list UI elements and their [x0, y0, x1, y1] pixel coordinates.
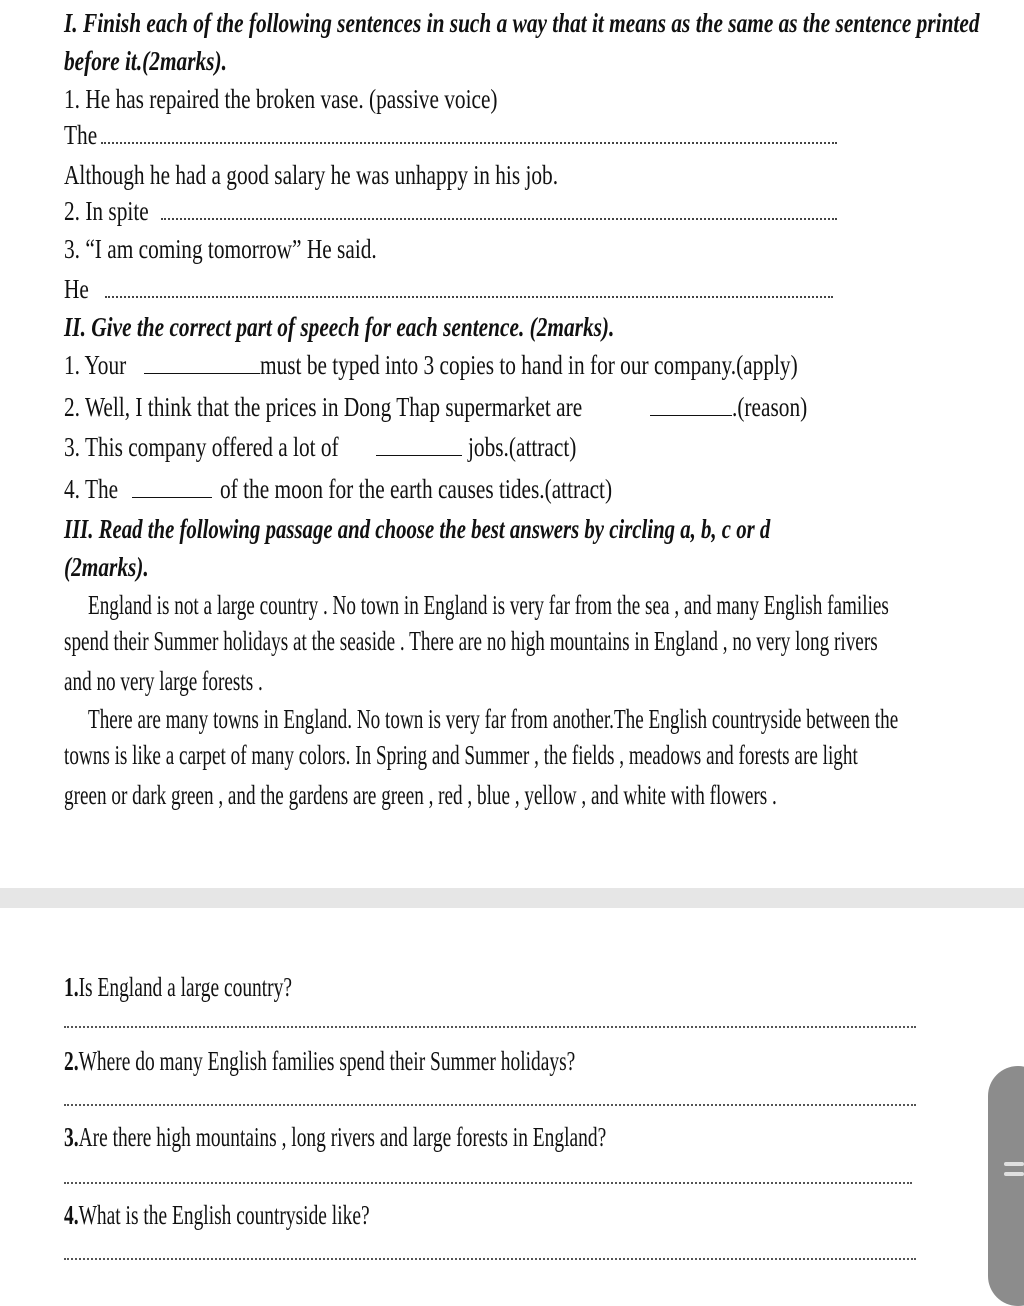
section2-question-3 — [64, 430, 605, 464]
section1-heading-line2: before it.(2marks). — [64, 46, 227, 76]
question-4-text: What is the English countryside like? — [78, 1200, 370, 1230]
answer-1-start: The — [64, 120, 98, 150]
scrollbar-thumb[interactable] — [988, 1066, 1024, 1306]
section1-answer-3[interactable] — [64, 272, 833, 306]
answer-3-start: He — [64, 274, 89, 304]
s2q1-after: must be typed into 3 copies to hand in for our company.(apply) — [260, 350, 798, 380]
question-3-number: 3. — [64, 1122, 79, 1152]
answer-2-dotted-line[interactable] — [161, 212, 837, 220]
question-1 — [64, 970, 381, 1004]
answer-1-dotted-line[interactable] — [101, 136, 837, 144]
section1-question-1: 1. He has repaired the broken vase. (passive voice) — [64, 84, 498, 114]
section1-answer-2[interactable] — [64, 194, 837, 228]
section2-question-2 — [64, 390, 827, 424]
s2q1-blank[interactable] — [144, 351, 260, 374]
answer-line-3[interactable] — [64, 1182, 912, 1184]
question-4-number: 4. — [64, 1200, 79, 1230]
answer-line-4[interactable] — [64, 1258, 916, 1260]
s2q3-blank[interactable] — [376, 433, 462, 456]
passage-p1-line2: spend their Summer holidays at the seaside . There are no high mountains in England , no very long rivers — [64, 626, 878, 656]
page-divider — [0, 888, 1024, 908]
question-2 — [64, 1044, 774, 1078]
passage-p2-line3: green or dark green , and the gardens are green , red , blue , yellow , and white with flowers . — [64, 780, 777, 810]
s2q1-before: 1. Your — [64, 350, 127, 380]
s2q4-after: of the moon for the earth causes tides.(attract) — [220, 474, 613, 504]
section1-answer-1[interactable] — [64, 118, 837, 152]
question-1-number: 1. — [64, 972, 79, 1002]
section1-question-2-context: Although he had a good salary he was unhappy in his job. — [64, 160, 559, 190]
question-2-number: 2. — [64, 1046, 79, 1076]
passage-p2-line2: towns is like a carpet of many colors. In Spring and Summer , the fields , meadows and forests are light — [64, 740, 858, 770]
grip-line-icon — [1004, 1172, 1024, 1176]
section2-heading: II. Give the correct part of speech for each sentence. (2marks). — [64, 312, 615, 342]
s2q3-after: jobs.(attract) — [468, 432, 577, 462]
passage-p2-line1: There are many towns in England. No town is very far from another.The English countryside between the — [88, 704, 899, 734]
question-2-text: Where do many English families spend their Summer holidays? — [78, 1046, 576, 1076]
s2q4-blank[interactable] — [132, 475, 212, 498]
answer-line-1[interactable] — [64, 1026, 916, 1028]
s2q2-before: 2. Well, I think that the prices in Dong Thap supermarket are — [64, 392, 583, 422]
passage-p1-line3: and no very large forests . — [64, 666, 263, 696]
section3-heading-line1: III. Read the following passage and choose the best answers by circling a, b, c or d — [64, 514, 771, 544]
section1-heading-line1: I. Finish each of the following sentences in such a way that it means as the same as the sentence printed — [64, 8, 980, 38]
question-1-text: Is England a large country? — [78, 972, 292, 1002]
grip-line-icon — [1004, 1162, 1024, 1166]
s2q2-after: .(reason) — [732, 392, 808, 422]
section3-heading-line2: (2marks). — [64, 552, 149, 582]
question-3-text: Are there high mountains , long rivers and large forests in England? — [78, 1122, 607, 1152]
question-4 — [64, 1198, 488, 1232]
section2-question-1 — [64, 348, 941, 382]
question-3 — [64, 1120, 817, 1154]
s2q2-blank[interactable] — [650, 393, 732, 416]
s2q3-before: 3. This company offered a lot of — [64, 432, 339, 462]
section2-question-4 — [64, 472, 716, 506]
answer-2-start: 2. In spite — [64, 196, 149, 226]
section1-question-3: 3. “I am coming tomorrow” He said. — [64, 234, 377, 264]
passage-p1-line1: England is not a large country . No town in England is very far from the sea , and many English families — [88, 590, 889, 620]
answer-line-2[interactable] — [64, 1104, 916, 1106]
s2q4-before: 4. The — [64, 474, 119, 504]
answer-3-dotted-line[interactable] — [105, 290, 833, 298]
